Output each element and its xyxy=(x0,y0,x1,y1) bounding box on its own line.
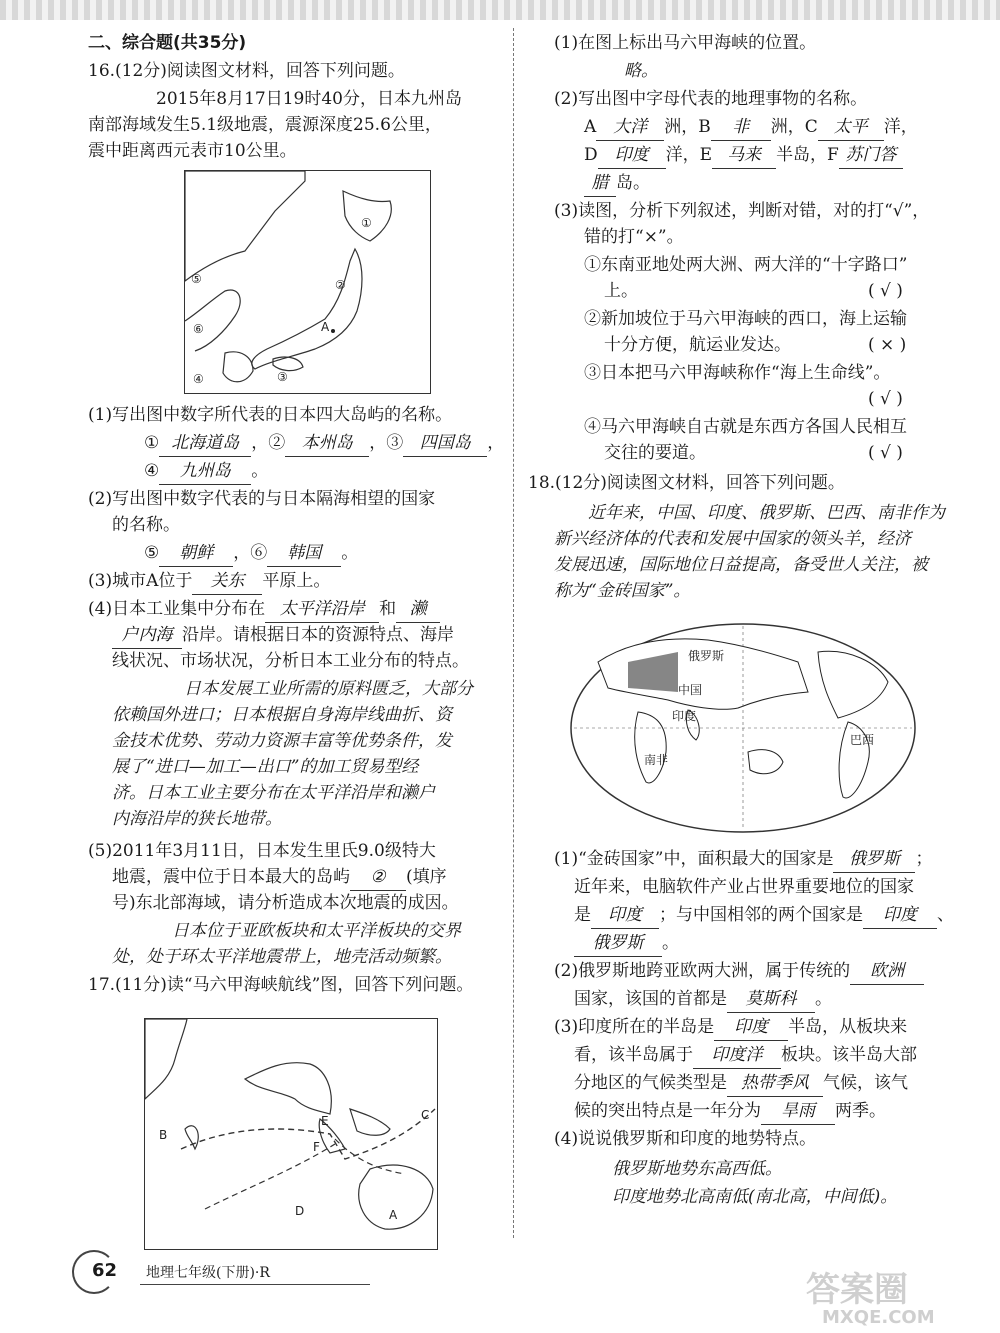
q18-p3-l4-before: 候的突出特点是一年分为 xyxy=(574,1101,761,1121)
q17-p2-row-2 xyxy=(584,142,903,169)
q16-p5-line2-after: (填序 xyxy=(406,867,447,887)
q17-p2-row2-sep-2: 半岛，F xyxy=(776,145,839,165)
q18-p3-line-3 xyxy=(574,1070,908,1097)
malacca-map-label-c: C xyxy=(421,1108,430,1122)
q16-p5-line-3: 号)东北部海域，请分析造成本次地震的成因。 xyxy=(112,893,459,913)
q16-p4-answer-line-6: 内海沿岸的狭长地带。 xyxy=(112,809,282,829)
q16-p2-line-2: 的名称。 xyxy=(112,515,180,535)
japan-map-label-2: ② xyxy=(335,278,346,292)
q18-p2-l1-before: (2)俄罗斯地跨亚欧两大洲，属于传统的 xyxy=(554,961,851,981)
q16-p4-mid: 和 xyxy=(379,599,397,619)
brics-map-label-india: 印度 xyxy=(672,709,697,723)
q16-p4-before: (4)日本工业集中分布在 xyxy=(88,599,266,619)
q16-p4-answer-2b: 户内海 xyxy=(112,622,182,649)
q18-p1-l1-after: ； xyxy=(915,849,933,869)
q16-p4-answer-line-3: 金技术优势、劳动力资源丰富等优势条件，发 xyxy=(112,731,452,751)
q18-p1-line-4: 俄罗斯 。 xyxy=(574,930,679,957)
q18-p1-l1-before: (1)“金砖国家”中，面积最大的国家是 xyxy=(554,849,834,869)
top-decorative-band xyxy=(0,0,1000,20)
japan-map-label-1: ① xyxy=(361,216,372,230)
q16-p3-answer: 关东 xyxy=(192,568,262,595)
q17-p3-item-4-line-1: ④马六甲海峡自古就是东西方各国人民相互 xyxy=(584,417,907,437)
malacca-route-map xyxy=(144,1018,438,1250)
q17-p2-row1-sep-2: 洲，C xyxy=(770,117,818,137)
japan-map-label-5: ⑤ xyxy=(191,272,202,286)
q18-p3-l3-before: 分地区的气候类型是 xyxy=(574,1073,727,1093)
q18-p1-answer-3: 印度 xyxy=(863,902,937,929)
q16-p2-line-1: (2)写出图中数字代表的与日本隔海相望的国家 xyxy=(88,489,436,509)
q18-p1-line-3: 是 印度 ；与中国相邻的两个国家是 印度 、 xyxy=(574,902,954,929)
q18-material-line-3: 发展迅速，国际地位日益提高，备受世人关注，被 xyxy=(554,555,928,575)
q18-p3-line-4 xyxy=(574,1098,886,1125)
q18-p3-l2-before: 看，该半岛属于 xyxy=(574,1045,693,1065)
watermark-url: MXQE.COM xyxy=(822,1307,935,1327)
q17-p2-row1-letter: A xyxy=(584,117,597,137)
q17-p2-row-1 xyxy=(584,114,918,141)
q18-p3-answer-3: 热带季风 xyxy=(727,1070,823,1097)
q17-p3-item-1-line-2: 上。 xyxy=(604,281,638,301)
q16-p4-answer-line-2: 依赖国外进口；日本根据自身海岸线曲折、资 xyxy=(112,705,452,725)
q17-p1-answer: 略。 xyxy=(624,61,658,81)
q17-p2-answer-a: 大洋 xyxy=(596,114,664,141)
q16-material-line-3: 震中距离西元表市10公里。 xyxy=(88,141,297,161)
brics-world-map xyxy=(568,622,918,834)
q17-p2-answer-f-cont: 腊 xyxy=(584,170,616,197)
q17-p2-row3-sep: 岛。 xyxy=(616,173,650,193)
japan-map-label-a: A xyxy=(321,320,330,334)
brics-map-label-brazil: 巴西 xyxy=(850,733,875,747)
q16-p2-answers: ⑤ 朝鲜 ，⑥ 韩国 。 xyxy=(144,540,358,567)
malacca-map-label-a: A xyxy=(389,1208,398,1222)
q16-p4-answer-line-4: 展了“进口—加工—出口”的加工贸易型经 xyxy=(112,757,419,777)
q16-p5-line2-before: 地震，震中位于日本最大的岛屿 xyxy=(112,867,350,887)
section-title: 二、综合题(共35分) xyxy=(88,33,247,53)
q18-p3-line-2 xyxy=(574,1042,917,1069)
q16-p1-label-1: ① xyxy=(144,433,160,453)
q16-p3-after: 平原上。 xyxy=(262,571,331,591)
q18-stem: 18.(12分)阅读图文材料，回答下列问题。 xyxy=(528,473,845,493)
q16-p2-label-5: ⑤ xyxy=(144,543,160,563)
q16-p1-answer-2: 本州岛 xyxy=(285,430,369,457)
q17-p3-item-2-line-2: 十分方便，航运业发达。 xyxy=(604,335,791,355)
q16-p1-answer-1: 北海道岛 xyxy=(159,430,251,457)
q17-p2-text: (2)写出图中字母代表的地理事物的名称。 xyxy=(554,89,868,109)
brics-map-label-china: 中国 xyxy=(678,683,703,697)
watermark-logo xyxy=(802,1263,982,1327)
brics-map-label-south-africa: 南非 xyxy=(644,753,669,767)
q17-p2-answer-c: 太平 xyxy=(818,114,884,141)
q16-p4-answer-2a: 濑 xyxy=(396,596,440,623)
q17-p2-answer-f: 苏门答 xyxy=(839,142,903,169)
q16-p3-before: (3)城市A位于 xyxy=(88,571,193,591)
q17-p3-line-2: 错的打“×”。 xyxy=(584,227,684,247)
q18-p2-l2-before: 国家，该国的首都是 xyxy=(574,989,727,1009)
q16-p1-label-2: ② xyxy=(268,433,286,453)
q18-p1-answer-2: 印度 xyxy=(591,902,659,929)
q18-p3-answer-1: 印度 xyxy=(714,1014,788,1041)
q16-p4-answer-line-5: 济。日本工业主要分布在太平洋沿岸和濑户 xyxy=(112,783,435,803)
q17-p2-row2-letter: D xyxy=(584,145,598,165)
malacca-route-map-drawing xyxy=(145,1019,437,1249)
q16-material-line-2: 南部海域发生5.1级地震，震源深度25.6公里， xyxy=(88,115,442,135)
q17-p2-row2-sep-1: 洋，E xyxy=(665,145,713,165)
q16-p4-answer-1: 太平洋沿岸 xyxy=(265,596,379,623)
q16-p1-text: (1)写出图中数字所代表的日本四大岛屿的名称。 xyxy=(88,405,453,425)
q18-p3-line-1 xyxy=(554,1014,907,1041)
q17-p3-item-1-line-1: ①东南亚地处两大洲、两大洋的“十字路口” xyxy=(584,255,908,275)
q17-p3-item-3-mark: ( √ ) xyxy=(868,389,903,409)
q17-p2-answer-e: 马来 xyxy=(712,142,776,169)
q17-p3-item-1-mark: ( √ ) xyxy=(868,281,903,301)
q16-p1-label-4: ④ xyxy=(144,461,160,481)
q18-p1-line-2: 近年来，电脑软件产业占世界重要地位的国家 xyxy=(574,877,914,897)
japan-map-label-3: ③ xyxy=(277,370,288,384)
watermark-text: 答案圈 xyxy=(806,1270,908,1310)
q17-p3-item-4-line-2: 交往的要道。 xyxy=(604,443,706,463)
q17-p2-answer-b: 非 xyxy=(711,114,771,141)
q18-p1-l3-mid: ；与中国相邻的两个国家是 xyxy=(659,905,863,925)
q18-p4-answer-line-1: 俄罗斯地势东高西低。 xyxy=(612,1159,782,1179)
q16-p1-answer-4: 九州岛 xyxy=(159,458,251,485)
footer-rule xyxy=(140,1284,370,1285)
q18-p1-l3-before: 是 xyxy=(574,905,591,925)
brics-world-map-drawing xyxy=(568,622,918,834)
q17-p3-item-3-line-1: ③日本把马六甲海峡称作“海上生命线”。 xyxy=(584,363,891,383)
q17-p2-row1-sep-3: 洋， xyxy=(883,117,918,137)
q18-material-line-4: 称为“金砖国家”。 xyxy=(554,581,691,601)
q16-p1-answers-row1: ① 北海道岛 ，② 本州岛 ，③ 四国岛 ， xyxy=(144,430,504,457)
column-divider xyxy=(513,28,514,1238)
q16-p5-answer-line-1: 日本位于亚欧板块和太平洋板块的交界 xyxy=(172,921,461,941)
q18-p3-answer-4: 旱雨 xyxy=(761,1098,835,1125)
page-number: 62 xyxy=(92,1260,118,1281)
q16-p4-line-1 xyxy=(88,596,440,623)
q18-material-line-1: 近年来，中国、印度、俄罗斯、巴西、南非作为 xyxy=(588,503,945,523)
q16-material-line-1: 2015年8月17日19时40分，日本九州岛 xyxy=(156,89,462,109)
q16-p4-line-2 xyxy=(112,622,454,649)
q16-p4-answer-line-1: 日本发展工业所需的原料匮乏，大部分 xyxy=(184,679,473,699)
q17-p3-line-1: (3)读图，分析下列叙述，判断对错，对的打“√”， xyxy=(554,201,930,221)
q18-p3-l2-after: 板块。该半岛大部 xyxy=(781,1045,917,1065)
malacca-map-label-f: F xyxy=(313,1140,320,1154)
q18-p3-l1-after: 半岛，从板块来 xyxy=(788,1017,908,1037)
q18-p2-l2-after: 。 xyxy=(815,989,832,1009)
q18-p1-answer-4: 俄罗斯 xyxy=(574,930,662,957)
q18-p2-line-2 xyxy=(574,986,832,1013)
japan-map-label-6: ⑥ xyxy=(193,322,204,336)
q18-p3-l1-before: (3)印度所在的半岛是 xyxy=(554,1017,715,1037)
q16-p4-line2-after: 沿岸。请根据日本的资源特点、海岸 xyxy=(182,625,454,645)
malacca-map-label-d: D xyxy=(295,1204,305,1218)
q16-p5-line-2 xyxy=(112,864,447,891)
japan-map xyxy=(184,170,431,394)
q18-p2-answer-2: 莫斯科 xyxy=(727,986,815,1013)
q16-p2-answer-5: 朝鲜 xyxy=(159,540,233,567)
q16-p4-line-3: 线状况、市场状况，分析日本工业分布的特点。 xyxy=(112,651,469,671)
q16-p2-label-6: ⑥ xyxy=(250,543,268,563)
japan-map-label-4: ④ xyxy=(193,372,204,386)
q16-p1-answer-3: 四国岛 xyxy=(403,430,487,457)
q18-p3-l4-after: 两季。 xyxy=(835,1101,886,1121)
q18-p1-answer-1: 俄罗斯 xyxy=(833,846,915,873)
q18-p4-answer-line-2: 印度地势北高南低(南北高，中间低)。 xyxy=(612,1187,898,1207)
q16-p1-label-3: ③ xyxy=(386,433,404,453)
q16-p5-answer-line-2: 处，处于环太平洋地震带上，地壳活动频繁。 xyxy=(112,947,452,967)
malacca-map-label-b: B xyxy=(159,1128,168,1142)
q18-p2-line-1 xyxy=(554,958,924,985)
q16-stem: 16.(12分)阅读图文材料，回答下列问题。 xyxy=(88,61,405,81)
q18-p1-line-1 xyxy=(554,846,932,873)
q18-p3-l3-after: 气候，该气 xyxy=(823,1073,908,1093)
q17-p2-row1-sep-1: 洲，B xyxy=(664,117,711,137)
q16-p2-answer-6: 韩国 xyxy=(267,540,341,567)
q16-p3 xyxy=(88,568,330,595)
q17-p2-answer-d: 印度 xyxy=(598,142,666,169)
q18-p3-answer-2: 印度洋 xyxy=(693,1042,781,1069)
q18-p4-text: (4)说说俄罗斯和印度的地势特点。 xyxy=(554,1129,817,1149)
book-title: 地理七年级(下册)·R xyxy=(146,1265,270,1281)
q17-stem: 17.(11分)读“马六甲海峡航线”图，回答下列问题。 xyxy=(88,975,474,995)
q18-p2-answer-1: 欧洲 xyxy=(850,958,924,985)
malacca-map-label-e: E xyxy=(321,1114,329,1128)
q18-material-line-2: 新兴经济体的代表和发展中国家的领头羊，经济 xyxy=(554,529,911,549)
q16-p5-answer: ② xyxy=(350,864,406,891)
q17-p1-text: (1)在图上标出马六甲海峡的位置。 xyxy=(554,33,817,53)
brics-map-label-russia: 俄罗斯 xyxy=(688,649,725,663)
q17-p3-item-2-line-1: ②新加坡位于马六甲海峡的西口，海上运输 xyxy=(584,309,907,329)
q16-p5-line-1: (5)2011年3月11日，日本发生里氏9.0级特大 xyxy=(88,841,436,861)
japan-map-drawing xyxy=(185,171,430,393)
q17-p3-item-4-mark: ( √ ) xyxy=(868,443,903,463)
q16-p1-answers-row2: ④ 九州岛 。 xyxy=(144,458,268,485)
q17-p2-row-3 xyxy=(584,170,650,197)
q17-p3-item-2-mark: ( × ) xyxy=(868,335,907,355)
